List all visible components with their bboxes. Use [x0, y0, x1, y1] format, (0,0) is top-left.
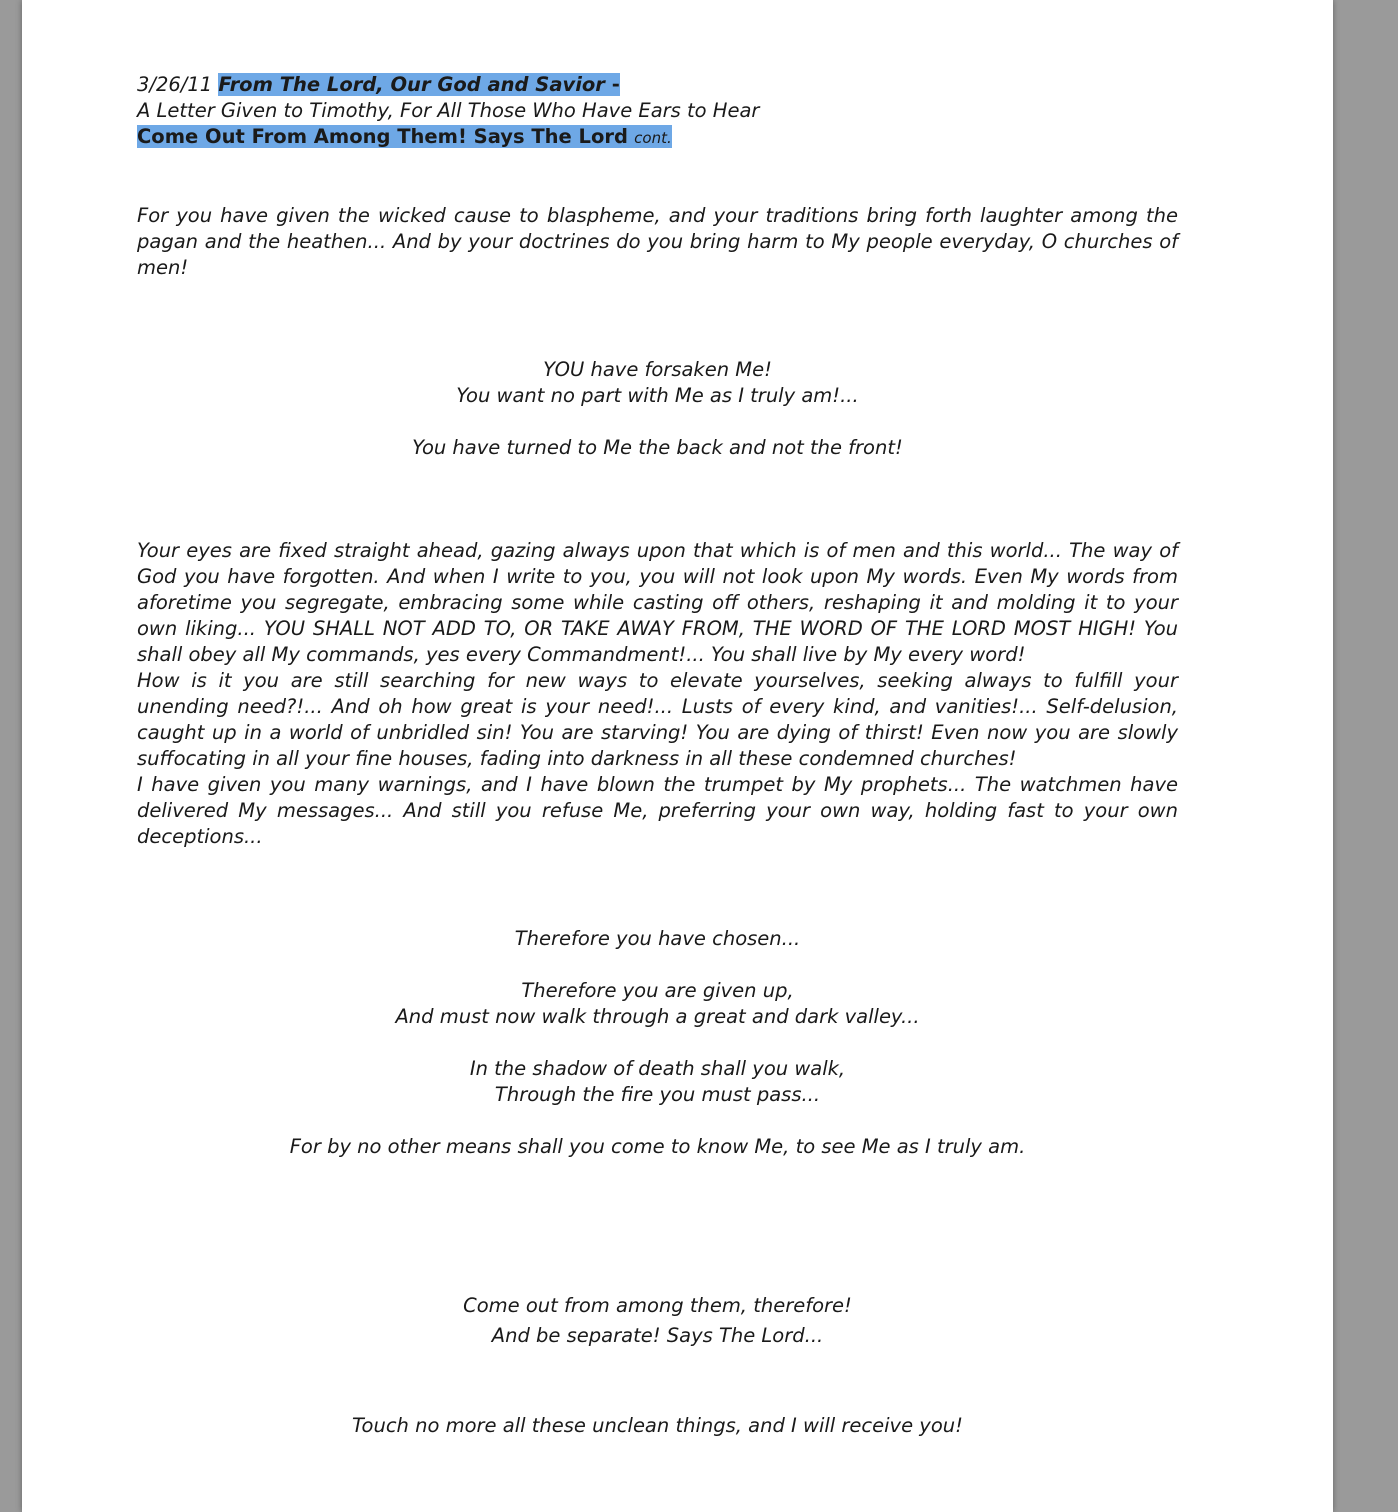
letter-title[interactable]: From The Lord, Our God and Savior -: [218, 73, 620, 96]
header-line-1: [137, 72, 1178, 98]
stanza2-line4[interactable]: In the shadow of death shall you walk,: [469, 1057, 846, 1080]
letter-subtitle[interactable]: A Letter Given to Timothy, For All Those Who Have Ears to Hear: [137, 99, 760, 122]
stanza3-line3[interactable]: Touch no more all these unclean things, and I will receive you!: [352, 1414, 963, 1437]
paragraph-2a[interactable]: Your eyes are fixed straight ahead, gazing always upon that which is of men and this world... The way of God you have forgotten. And when I write to you, you will not look upon My words. Even My words from aforetime you segregate, embracing some while casting off others, reshaping it and molding it to your own liking... YOU SHALL NOT ADD TO, OR TAKE AWAY FROM, THE WORD OF THE LORD MOST HIGH! You shall obey all My commands, yes every Commandment!... You shall live by My every word!: [137, 539, 1178, 666]
document-page: [22, 0, 1333, 1512]
header-line-3: [137, 124, 1178, 151]
stanza3-line1[interactable]: Come out from among them, therefore!: [463, 1294, 852, 1317]
stanza2-line2[interactable]: Therefore you are given up,: [521, 979, 794, 1002]
letter-date[interactable]: 3/26/11: [137, 73, 213, 96]
paragraph-1[interactable]: For you have given the wicked cause to blaspheme, and your traditions bring forth laughter among the pagan and the heathen... And by your doctrines do you bring harm to My people everyday, O churches of men!: [137, 204, 1178, 279]
stanza2-line3[interactable]: And must now walk through a great and dark valley...: [395, 1005, 920, 1028]
letter-heading[interactable]: Come Out From Among Them! Says The Lord cont.: [137, 125, 672, 148]
paragraph-2b[interactable]: How is it you are still searching for new ways to elevate yourselves, seeking always to fulfill your unending need?!... And oh how great is your need!... Lusts of every kind, and vanities!... Self-delusion, caught up in a world of unbridled sin! You are starving! You are dying of thirst! Even now you are slowly suffocating in all your fine houses, fading into darkness in all these condemned churches!: [137, 669, 1178, 770]
stanza3-line2[interactable]: And be separate! Says The Lord...: [491, 1324, 824, 1347]
stanza2-line6[interactable]: For by no other means shall you come to know Me, to see Me as I truly am.: [289, 1135, 1026, 1158]
paragraph-2c[interactable]: I have given you many warnings, and I have blown the trumpet by My prophets... The watchmen have delivered My messages... And still you refuse Me, preferring your own way, holding fast to your own deceptions...: [137, 773, 1178, 848]
stanza1-line1[interactable]: YOU have forsaken Me!: [543, 358, 772, 381]
stanza1-line3[interactable]: You have turned to Me the back and not the front!: [412, 436, 903, 459]
stanza1-line2[interactable]: You want no part with Me as I truly am!...: [456, 384, 859, 407]
stanza2-line1[interactable]: Therefore you have chosen...: [514, 927, 801, 950]
document-content: [137, 72, 1178, 1439]
stanza2-line5[interactable]: Through the fire you must pass...: [494, 1083, 821, 1106]
